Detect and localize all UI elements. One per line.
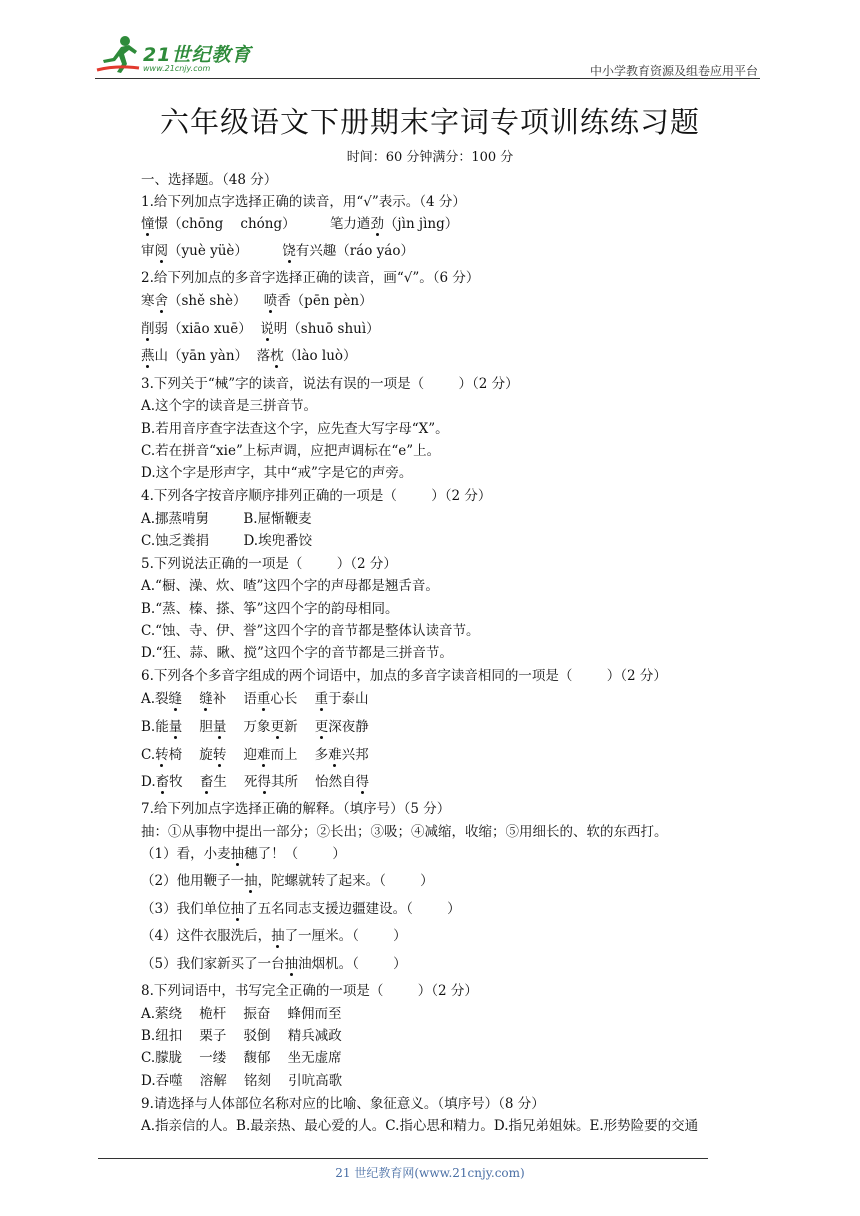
text-line xyxy=(141,799,450,819)
text-segment: 6.下列各个多音字组成的两个词语中，加点的多音字读音相同的一项是（ ）（2 分） xyxy=(141,668,667,684)
exam-info: 时间：60 分钟满分：100 分 xyxy=(346,150,514,165)
text-line xyxy=(141,1004,342,1024)
text-segment: 弱（xiāo xuē） xyxy=(154,321,261,337)
platform-name: 中小学教育资源及组卷应用平台 xyxy=(589,64,758,78)
dotted-char: 缝 xyxy=(199,691,213,707)
dotted-char: 劲 xyxy=(370,216,384,232)
text-segment: B.能 xyxy=(141,719,169,735)
text-segment: A.萦绕 桅杆 振奋 蜂佣而至 xyxy=(141,1006,342,1022)
text-segment: 胆 xyxy=(182,719,213,735)
page-title: 六年级语文下册期末字词专项训练练习题 xyxy=(159,105,700,139)
text-segment: 一、选择题。（48 分） xyxy=(141,172,278,188)
text-line xyxy=(141,463,412,483)
text-segment: 憬（chōng chóng） 笔力遒 xyxy=(154,216,371,232)
dotted-char: 缝 xyxy=(168,691,183,707)
text-line xyxy=(141,689,369,709)
text-line xyxy=(141,192,466,212)
text-segment: 了一厘米。（ ） xyxy=(284,928,407,944)
text-line xyxy=(141,599,399,619)
text-segment: 8.下列词语中，书写完全正确的一项是（ ）（2 分） xyxy=(141,983,478,999)
text-line xyxy=(141,1094,545,1114)
dotted-char: 舍 xyxy=(154,293,168,309)
text-line xyxy=(141,576,439,596)
text-segment: （lào luò） xyxy=(283,348,357,364)
text-segment: C.若在拼音“xie”上标声调，应把声调标在“e”上。 xyxy=(141,443,441,459)
text-segment: 了五名同志支援边疆建设。（ ） xyxy=(244,901,461,917)
text-segment: B.纽扣 栗子 驳倒 精兵减政 xyxy=(141,1028,342,1044)
logo-url: www.21cnjy.com xyxy=(143,64,211,73)
page-header xyxy=(95,34,760,80)
text-segment: （yuè yüè） xyxy=(168,243,283,259)
text-segment: 3.下列关于“械”字的读音，说法有误的一项是（ ）（2 分） xyxy=(141,376,519,392)
text-segment: D.吞噬 溶解 铭刻 引吭高歌 xyxy=(141,1073,343,1089)
text-line xyxy=(141,745,369,765)
text-segment: 2.给下列加点的多音字选择正确的读音，画“√”。（6 分） xyxy=(141,270,480,286)
text-segment: 新 xyxy=(284,719,315,735)
text-segment: （jìn jìng） xyxy=(383,216,459,232)
dotted-char: 量 xyxy=(168,719,183,735)
text-line xyxy=(141,871,434,891)
text-line xyxy=(141,666,667,686)
text-line xyxy=(141,486,491,506)
text-line xyxy=(141,170,277,190)
text-segment: 山（yān yàn） 落 xyxy=(154,348,271,364)
text-segment: （4）这件衣服洗后， xyxy=(141,928,272,944)
text-segment: 其所 怡然自 xyxy=(270,774,356,790)
text-segment: C.蚀乏粪捐 D.埃兜番饺 xyxy=(141,533,313,549)
text-segment: 于泰山 xyxy=(328,691,369,707)
text-line xyxy=(141,717,369,737)
dotted-char: 阅 xyxy=(154,243,168,259)
text-segment: 9.请选择与人体部位名称对应的比喻、象征意义。（填序号）（8 分） xyxy=(141,1096,545,1112)
dotted-char: 喷 xyxy=(263,293,278,309)
text-line xyxy=(141,1026,342,1046)
dotted-char: 畜 xyxy=(199,774,214,790)
dotted-char: 抽 xyxy=(244,873,258,889)
text-segment: （3）我们单位 xyxy=(141,901,231,917)
dotted-char: 转 xyxy=(212,747,227,763)
dotted-char: 量 xyxy=(212,719,227,735)
text-segment: 补 语 xyxy=(212,691,257,707)
runner-logo-icon xyxy=(95,34,141,74)
text-segment: （shě shè） xyxy=(168,293,264,309)
text-line xyxy=(141,441,440,461)
dotted-char: 更 xyxy=(314,719,329,735)
text-line xyxy=(141,346,357,366)
text-line xyxy=(141,241,414,261)
text-segment: A.指亲信的人。B.最亲热、最心爱的人。C.指心思和精力。D.指兄弟姐妹。E.形势险要的交通 xyxy=(141,1118,699,1134)
dotted-char: 抽 xyxy=(284,956,299,972)
text-line xyxy=(141,621,479,641)
text-segment: （5）我们家新买了一台 xyxy=(141,956,285,972)
dotted-char: 畜 xyxy=(155,774,170,790)
dotted-char: 说 xyxy=(260,321,274,337)
text-line xyxy=(141,214,458,234)
text-line xyxy=(141,509,312,529)
dotted-char: 难 xyxy=(256,747,271,763)
text-segment: 油烟机。（ ） xyxy=(298,956,407,972)
dotted-char: 更 xyxy=(270,719,285,735)
dotted-char: 枕 xyxy=(270,348,284,364)
text-segment: 明（shuō shuì） xyxy=(273,321,380,337)
text-segment: D. xyxy=(141,774,156,790)
text-segment: 兴邦 xyxy=(341,747,369,763)
dotted-char: 转 xyxy=(155,747,169,763)
text-line xyxy=(141,291,373,311)
text-line xyxy=(141,1116,698,1136)
text-segment: 牧 xyxy=(169,774,200,790)
text-segment: C.“蚀、寺、伊、誉”这四个字的音节都是整体认读音节。 xyxy=(141,623,480,639)
text-segment: A.这个字的读音是三拼音节。 xyxy=(141,398,318,414)
dotted-char: 燕 xyxy=(141,348,155,364)
text-line xyxy=(141,554,397,574)
text-segment: A.“橱、澡、炊、喳”这四个字的声母都是翘舌音。 xyxy=(141,578,439,594)
text-segment: 抽：①从事物中提出一部分；②长出；③吸；④减缩，收缩；⑤用细长的、软的东西打。 xyxy=(141,824,668,840)
text-segment: ，陀螺就转了起来。（ ） xyxy=(257,873,434,889)
text-segment: 有兴趣（ráo yáo） xyxy=(295,243,414,259)
text-line xyxy=(141,981,478,1001)
text-line xyxy=(141,899,461,919)
dotted-char: 削 xyxy=(141,321,155,337)
text-line xyxy=(141,419,449,439)
text-line xyxy=(141,319,380,339)
text-segment: （1）看，小麦 xyxy=(141,846,231,862)
text-line xyxy=(141,643,453,663)
text-segment: C.朦胧 一缕 馥郁 坐无虚席 xyxy=(141,1050,342,1066)
text-segment: 香（pēn pèn） xyxy=(277,293,373,309)
dotted-char: 饶 xyxy=(282,243,296,259)
text-segment: 心长 xyxy=(270,691,315,707)
text-segment: 7.给下列加点字选择正确的解释。（填序号）（5 分） xyxy=(141,801,451,817)
header-divider xyxy=(95,78,760,79)
text-segment: 审 xyxy=(141,243,155,259)
text-segment: 而上 多 xyxy=(270,747,329,763)
logo-text: 21世纪教育 xyxy=(143,44,252,66)
text-segment: 1.给下列加点字选择正确的读音，用“√”表示。（4 分） xyxy=(141,194,466,210)
text-segment: 椅 旋 xyxy=(168,747,213,763)
text-segment: 迎 xyxy=(226,747,257,763)
text-segment: 5.下列说法正确的一项是（ ）（2 分） xyxy=(141,556,397,572)
dotted-char: 抽 xyxy=(230,846,245,862)
text-segment: D.“狂、蒜、瞅、搅”这四个字的音节都是三拼音节。 xyxy=(141,645,453,661)
text-segment: A.挪蒸啃舅 B.屉惭鞭麦 xyxy=(141,511,312,527)
text-line xyxy=(141,926,407,946)
text-segment: 万象 xyxy=(226,719,271,735)
text-line xyxy=(141,772,369,792)
text-segment: （2）他用鞭子一 xyxy=(141,873,245,889)
text-line xyxy=(141,268,479,288)
text-segment: B.若用音序查字法查这个字，应先查大写字母“X”。 xyxy=(141,421,449,437)
logo xyxy=(95,34,265,78)
dotted-char: 重 xyxy=(256,691,271,707)
dotted-char: 抽 xyxy=(230,901,245,917)
text-line xyxy=(141,844,346,864)
text-segment: B.“蒸、榛、搽、筝”这四个字的韵母相同。 xyxy=(141,601,399,617)
text-segment: 生 死 xyxy=(213,774,258,790)
text-segment: 穗了！（ ） xyxy=(244,846,346,862)
text-line xyxy=(141,822,668,842)
text-line xyxy=(141,1071,342,1091)
text-segment: 4.下列各字按音序顺序排列正确的一项是（ ）（2 分） xyxy=(141,488,492,504)
text-segment: 深夜静 xyxy=(328,719,369,735)
text-line xyxy=(141,954,407,974)
text-segment: C. xyxy=(141,747,156,763)
dotted-char: 得 xyxy=(355,774,370,790)
dotted-char: 得 xyxy=(257,774,271,790)
dotted-char: 憧 xyxy=(141,216,155,232)
text-segment: D.这个字是形声字，其中“戒”字是它的声旁。 xyxy=(141,465,413,481)
dotted-char: 抽 xyxy=(271,928,285,944)
text-segment xyxy=(182,691,199,707)
text-line xyxy=(141,1048,342,1068)
footer-text: 21 世纪教育网(www.21cnjy.com) xyxy=(335,1166,525,1180)
dotted-char: 难 xyxy=(328,747,342,763)
footer-divider xyxy=(98,1158,708,1159)
text-segment: A.裂 xyxy=(141,691,169,707)
text-line xyxy=(141,374,519,394)
dotted-char: 重 xyxy=(314,691,329,707)
text-segment: 寒 xyxy=(141,293,155,309)
text-line xyxy=(141,396,317,416)
text-line xyxy=(141,531,312,551)
